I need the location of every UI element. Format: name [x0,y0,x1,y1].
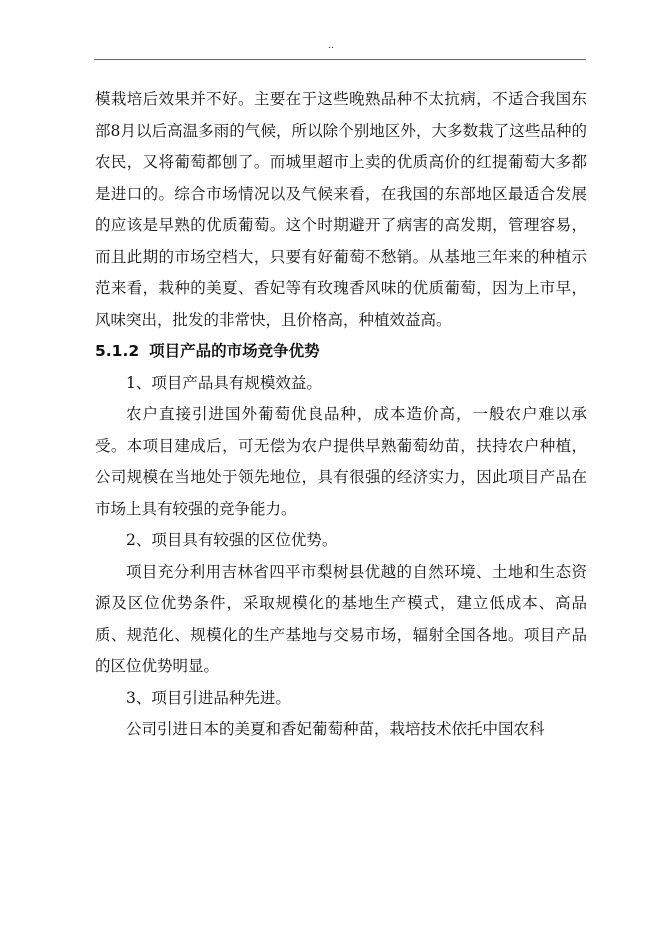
paragraph-continued: 模栽培后效果并不好。主要在于这些晚熟品种不太抗病，不适合我国东部8月以后高温多雨的气候，所以除个别地区外，大多数栽了这些品种的农民，又将葡萄都刨了。而城里超市上卖的优质高价的红提葡萄大多都是进口的。综合市场情况以及气候来看，在我国的东部地区最适合发展的应该是早熟的优质葡萄。这个时期避开了病害的高发期，管理容易，而且此期的市场空档大，只要有好葡萄不愁销。从基地三年来的种植示范来看，栽种的美夏、香妃等有玫瑰香风味的优质葡萄，因为上市早，风味突出，批发的非常快，且价格高，种植效益高。 [95,90,587,329]
list-item-heading: 2、项目具有较强的区位优势。 [126,531,338,549]
section-number: 5.1.2 [95,342,140,360]
section-heading [95,336,587,368]
paragraph: 公司引进日本的美夏和香妃葡萄种苗，栽培技术依托中国农科 [126,720,545,738]
header-rule [94,59,586,60]
list-item-heading: 3、项目引进品种先进。 [126,688,291,707]
paragraph: 农户直接引进国外葡萄优良品种，成本造价高，一般农户难以承受。本项目建成后，可无偿为农户提供早熟葡萄幼苗，扶持农户种植，公司规模在当地处于领先地位，具有很强的经济实力，因此项目产品在市场上具有较强的竞争能力。 [95,405,587,518]
header-mark: .. [327,40,335,51]
section-title: 项目产品的市场竞争优势 [149,342,320,360]
body-text [95,84,587,746]
paragraph: 项目充分利用吉林省四平市梨树县优越的自然环境、土地和生态资源及区位优势条件，采取规模化的基地生产模式，建立低成本、高品质、规范化、规模化的生产基地与交易市场，辐射全国各地。项目产品的区位优势明显。 [95,562,587,675]
list-item-heading: 1、项目产品具有规模效益。 [126,373,322,392]
